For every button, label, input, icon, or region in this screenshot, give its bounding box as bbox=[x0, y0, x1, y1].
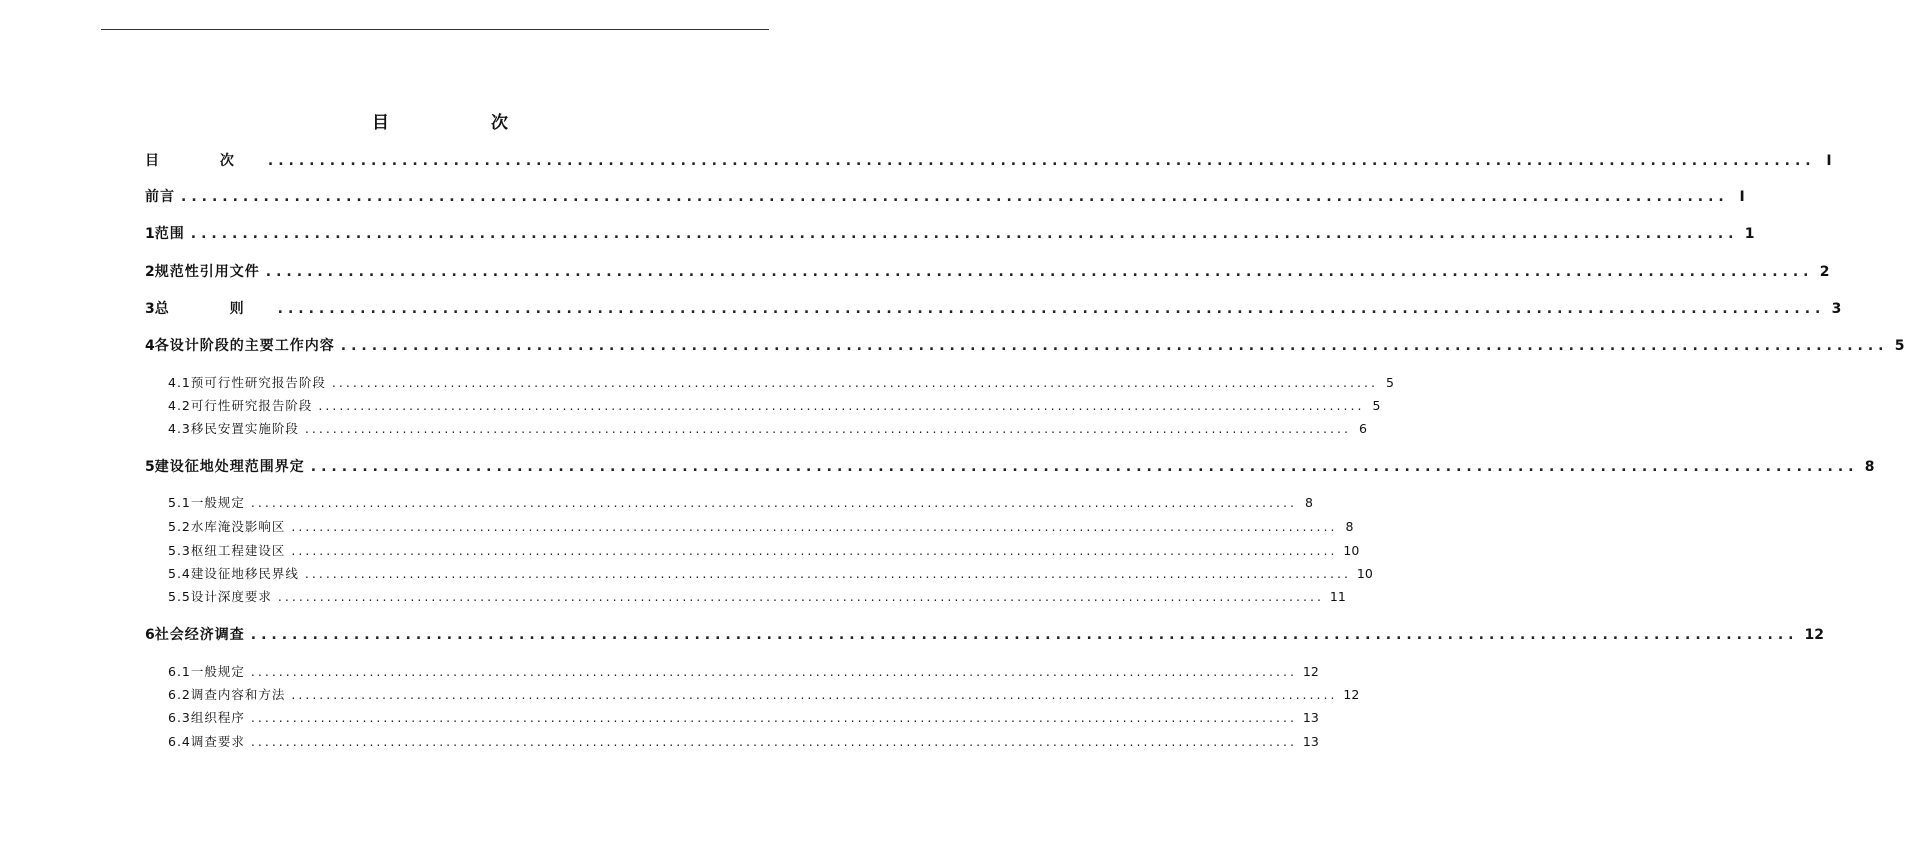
toc-page-number: I bbox=[1826, 153, 1832, 169]
toc-page-number: 12 bbox=[1804, 627, 1824, 643]
toc-page-number: 12 bbox=[1302, 664, 1319, 679]
toc-entry-number: 4.2 bbox=[168, 398, 191, 413]
toc-leader: ...................................................................................................................................................... bbox=[318, 398, 1365, 413]
toc-entry-text: 预可行性研究报告阶段 bbox=[190, 375, 326, 390]
toc-leader: ...................................................................................................................................................... bbox=[190, 226, 1739, 242]
toc-leader: ...................................................................................................................................................... bbox=[331, 375, 1378, 390]
toc-entry-number: 4.1 bbox=[168, 375, 191, 390]
toc-entry-text: 组织程序 bbox=[190, 710, 245, 725]
toc-entry[interactable] bbox=[145, 298, 1842, 318]
toc-leader: ...................................................................................................................................................... bbox=[250, 495, 1297, 510]
toc-entry-number: 5.3 bbox=[168, 543, 191, 558]
toc-entry-text: 设计深度要求 bbox=[190, 589, 272, 604]
toc-entry-text: 规范性引用文件 bbox=[154, 264, 260, 280]
toc-leader: ...................................................................................................................................................... bbox=[291, 519, 1338, 534]
toc-subentry[interactable] bbox=[168, 517, 1354, 535]
toc-entry-number: 3 bbox=[145, 301, 155, 317]
toc-entry-number: 5 bbox=[145, 459, 155, 475]
toc-page-number: 8 bbox=[1304, 495, 1313, 510]
toc-entry-number: 6 bbox=[145, 627, 155, 643]
toc-leader: ...................................................................................................................................................... bbox=[277, 301, 1826, 317]
toc-page-number: 12 bbox=[1343, 687, 1360, 702]
toc-entry-number: 2 bbox=[145, 264, 155, 280]
toc-page-number: 13 bbox=[1302, 710, 1319, 725]
toc-page-number: 11 bbox=[1329, 589, 1346, 604]
toc-leader: ...................................................................................................................................................... bbox=[267, 153, 1816, 169]
toc-entry[interactable] bbox=[145, 223, 1755, 243]
toc-entry-text: 可行性研究报告阶段 bbox=[190, 398, 313, 413]
toc-page-number: 13 bbox=[1302, 734, 1319, 749]
toc-subentry[interactable] bbox=[168, 493, 1313, 511]
toc-page-number: 2 bbox=[1819, 264, 1830, 280]
toc-subentry[interactable] bbox=[168, 419, 1367, 437]
toc-subentry[interactable] bbox=[168, 373, 1394, 391]
toc-entry-number: 4.3 bbox=[168, 421, 191, 436]
toc-leader: ...................................................................................................................................................... bbox=[250, 664, 1297, 679]
toc-page-number: 5 bbox=[1385, 375, 1394, 390]
toc-entry-text: 一般规定 bbox=[190, 664, 245, 679]
toc-subentry[interactable] bbox=[168, 732, 1319, 750]
toc-page-number: 6 bbox=[1358, 421, 1367, 436]
toc-entry-text: 范围 bbox=[154, 226, 185, 242]
toc-entry-text: 目 次 bbox=[145, 153, 262, 169]
toc-entry-number: 5.5 bbox=[168, 589, 191, 604]
toc-entry-text: 调查内容和方法 bbox=[190, 687, 286, 702]
toc-leader: ...................................................................................................................................................... bbox=[291, 687, 1338, 702]
toc-subentry[interactable] bbox=[168, 396, 1381, 414]
toc-entry[interactable] bbox=[145, 261, 1830, 281]
toc-entry-number: 6.1 bbox=[168, 664, 191, 679]
toc-entry[interactable] bbox=[145, 624, 1824, 644]
toc-entry-number: 5.1 bbox=[168, 495, 191, 510]
toc-entry-text: 移民安置实施阶段 bbox=[190, 421, 299, 436]
toc-entry-text: 水库淹没影响区 bbox=[190, 519, 286, 534]
toc-entry-text: 前言 bbox=[145, 189, 175, 205]
toc-entry-text: 各设计阶段的主要工作内容 bbox=[154, 338, 335, 354]
toc-entry-number: 4 bbox=[145, 338, 155, 354]
toc-entry-number: 5.2 bbox=[168, 519, 191, 534]
toc-leader: ...................................................................................................................................................... bbox=[250, 627, 1799, 643]
toc-page-number: 10 bbox=[1343, 543, 1360, 558]
toc-subentry[interactable] bbox=[168, 541, 1360, 559]
toc-entry-text: 枢纽工程建设区 bbox=[190, 543, 286, 558]
toc-page-number: 10 bbox=[1356, 566, 1373, 581]
toc-subentry[interactable] bbox=[168, 587, 1346, 605]
toc-entry-number: 6.2 bbox=[168, 687, 191, 702]
toc-subentry[interactable] bbox=[168, 564, 1373, 582]
toc-page-number: 3 bbox=[1831, 301, 1842, 317]
toc-leader: ...................................................................................................................................................... bbox=[277, 589, 1324, 604]
toc-leader: ...................................................................................................................................................... bbox=[265, 264, 1814, 280]
toc-entry-number: 5.4 bbox=[168, 566, 191, 581]
header-rule bbox=[101, 29, 769, 30]
toc-leader: ...................................................................................................................................................... bbox=[250, 734, 1297, 749]
toc-entry-number: 6.3 bbox=[168, 710, 191, 725]
toc-entry-text: 总 则 bbox=[154, 301, 272, 317]
toc-leader: ...................................................................................................................................................... bbox=[181, 189, 1729, 205]
toc-title: 目 次 bbox=[372, 113, 556, 133]
toc-subentry[interactable] bbox=[168, 708, 1319, 726]
toc-subentry[interactable] bbox=[168, 685, 1360, 703]
toc-entry-number: 6.4 bbox=[168, 734, 191, 749]
toc-entry-text: 建设征地处理范围界定 bbox=[154, 459, 305, 475]
toc-leader: ...................................................................................................................................................... bbox=[304, 421, 1351, 436]
toc-leader: ...................................................................................................................................................... bbox=[310, 459, 1859, 475]
toc-entry-number: 1 bbox=[145, 226, 155, 242]
toc-leader: ...................................................................................................................................................... bbox=[304, 566, 1351, 581]
toc-page-number: 1 bbox=[1744, 226, 1755, 242]
toc-leader: ...................................................................................................................................................... bbox=[340, 338, 1889, 354]
toc-subentry[interactable] bbox=[168, 662, 1319, 680]
toc-page-number: 8 bbox=[1345, 519, 1354, 534]
toc-entry[interactable] bbox=[145, 335, 1905, 355]
toc-entry[interactable] bbox=[145, 456, 1875, 476]
toc-entry[interactable] bbox=[145, 186, 1745, 206]
toc-entry-text: 社会经济调查 bbox=[154, 627, 245, 643]
toc-entry-text: 一般规定 bbox=[190, 495, 245, 510]
toc-entry-text: 建设征地移民界线 bbox=[190, 566, 299, 581]
toc-page-number: I bbox=[1739, 189, 1745, 205]
toc-leader: ...................................................................................................................................................... bbox=[291, 543, 1338, 558]
toc-page-number: 5 bbox=[1372, 398, 1381, 413]
toc-entry[interactable] bbox=[145, 150, 1832, 170]
toc-page-number: 8 bbox=[1864, 459, 1875, 475]
toc-entry-text: 调查要求 bbox=[190, 734, 245, 749]
toc-leader: ...................................................................................................................................................... bbox=[250, 710, 1297, 725]
toc-page-number: 5 bbox=[1894, 338, 1905, 354]
